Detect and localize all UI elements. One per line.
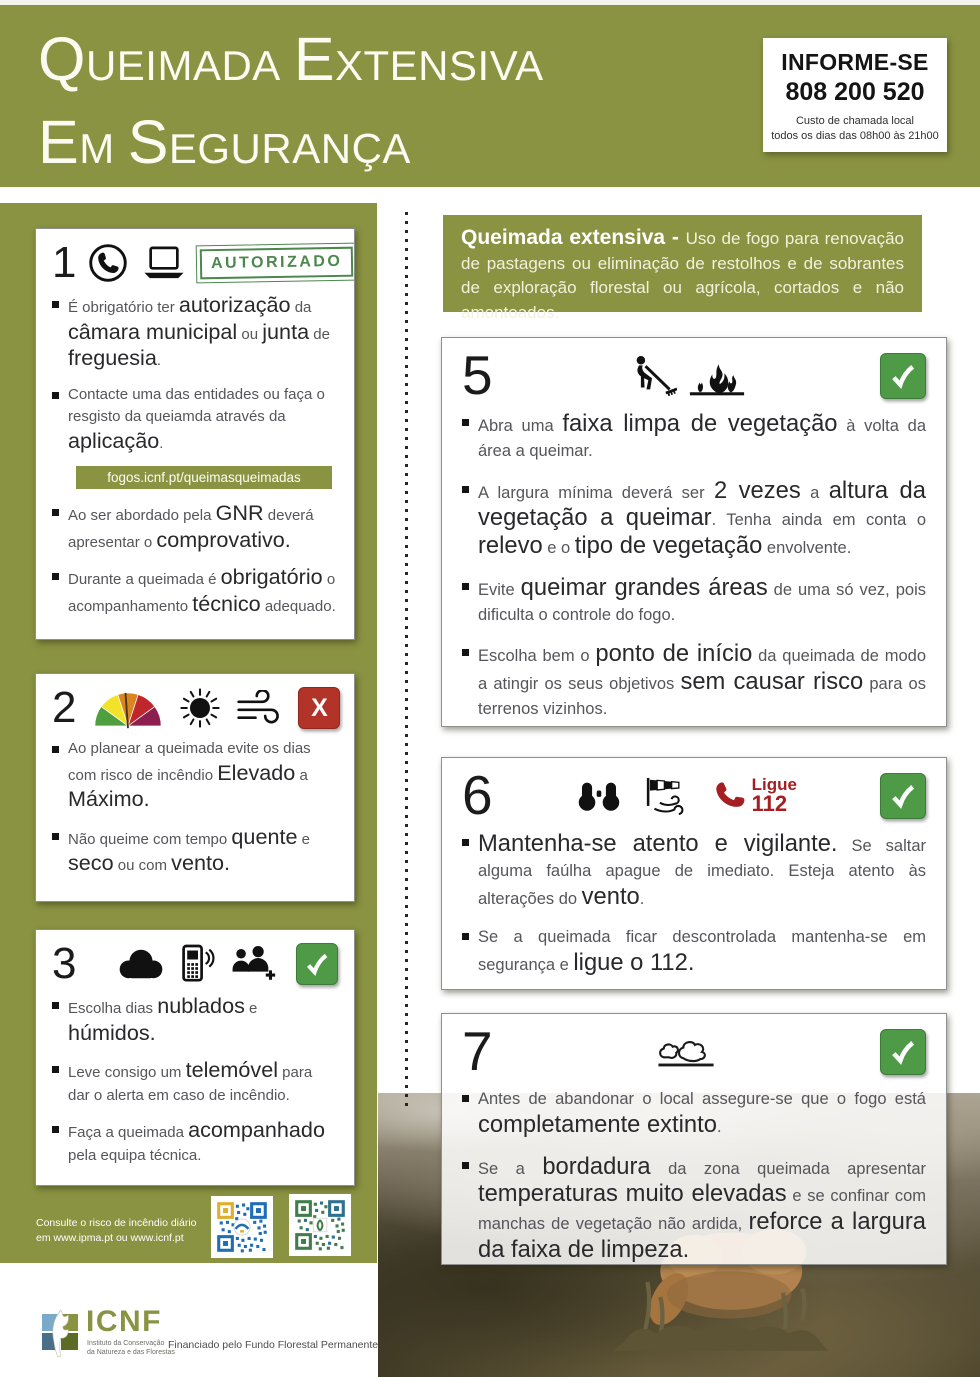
daily-risk-note bbox=[36, 1216, 211, 1246]
bullet-marker bbox=[462, 419, 469, 426]
step-3-number: 3 bbox=[52, 939, 77, 988]
bullet-marker bbox=[52, 573, 59, 580]
step-6-number: 6 bbox=[462, 764, 493, 826]
phone-circle-icon bbox=[88, 243, 128, 283]
mobile-phone-icon bbox=[180, 944, 216, 984]
fire-risk-gauge-icon bbox=[92, 687, 164, 729]
app-url-banner: fogos.icnf.pt/queimasqueimadas bbox=[76, 466, 332, 489]
bullet-marker bbox=[52, 509, 59, 516]
informese-note-line2: todos os dias das 08h00 às 21h00 bbox=[771, 129, 939, 142]
page-title bbox=[38, 26, 557, 192]
step-5-number: 5 bbox=[462, 344, 493, 406]
bullet-marker bbox=[52, 1002, 59, 1009]
informese-heading: INFORME-SE bbox=[781, 49, 929, 75]
laptop-icon bbox=[140, 245, 188, 281]
icnf-qr-code bbox=[289, 1194, 351, 1256]
bullet-marker bbox=[462, 649, 469, 656]
top-margin-line bbox=[0, 0, 980, 5]
step-2-bullet-2: Não queime com tempo quente e seco ou com vento. bbox=[52, 825, 338, 878]
bullet-marker bbox=[462, 1162, 469, 1169]
step-5-bullet-4: Escolha bem o ponto de início da queimada de modo a atingir os seus objetivos sem causar risco para os terrenos vizinhos. bbox=[462, 641, 926, 721]
definition-text: Queimada extensiva - Uso de fogo para renovação de pastagens ou eliminação de restolhos e de sobrantes de exploração florestal ou agrícola, cortados e não amontoados. bbox=[461, 226, 904, 322]
step-5-bullet-2: A largura mínima deverá ser 2 vezes a altura da vegetação a queimar. Tenha ainda em conta o relevo e o tipo de vegetação envolvente. bbox=[462, 478, 926, 561]
call-label-112: 112 bbox=[751, 790, 788, 816]
authorized-stamp: AUTORIZADO bbox=[200, 247, 354, 280]
check-icon bbox=[296, 943, 338, 985]
bullet-marker bbox=[462, 486, 469, 493]
informese-box bbox=[763, 38, 947, 152]
people-team-icon bbox=[230, 945, 276, 983]
ipma-qr-code bbox=[211, 1196, 273, 1258]
bullet-marker bbox=[52, 1066, 59, 1073]
controlled-fire-icon bbox=[689, 355, 745, 397]
binoculars-icon bbox=[576, 780, 622, 812]
sun-icon bbox=[180, 688, 220, 728]
step-2-card bbox=[35, 673, 355, 902]
step-7-bullet-1: Antes de abandonar o local assegure-se que o fogo está completamente extinto. bbox=[462, 1087, 926, 1140]
bullet-marker bbox=[462, 583, 469, 590]
cloud-icon bbox=[116, 948, 166, 980]
bullet-marker bbox=[52, 301, 59, 308]
step-1-number: 1 bbox=[52, 238, 77, 287]
step-3-bullet-2: Leve consigo um telemóvel para dar o alerta em caso de incêndio. bbox=[52, 1058, 338, 1107]
title-word: QUEIMADA bbox=[38, 25, 281, 93]
step-3-bullet-3: Faça a queimada acompanhado pela equipa técnica. bbox=[52, 1118, 338, 1167]
step-3-bullet-1: Escolha dias nublados e húmidos. bbox=[52, 994, 338, 1047]
bullet-marker bbox=[52, 746, 59, 753]
bullet-marker bbox=[462, 933, 469, 940]
header-band bbox=[0, 0, 980, 187]
windsock-icon bbox=[640, 775, 696, 817]
step-7-card bbox=[441, 1013, 947, 1265]
bullet-marker bbox=[52, 833, 59, 840]
step-7-bullet-2: Se a bordadura da zona queimada apresentar temperaturas muito elevadas e se confinar com manchas de vegetação não ardida, reforce a largura da faixa de limpeza. bbox=[462, 1154, 926, 1265]
check-icon bbox=[880, 773, 926, 819]
informese-note-line1: Custo de chamada local bbox=[795, 115, 914, 127]
dotted-divider bbox=[405, 212, 408, 1108]
icnf-logo-text: ICNF bbox=[86, 1305, 162, 1338]
step-5-bullet-1: Abra uma faixa limpa de vegetação à volta da área a queimar. bbox=[462, 411, 926, 464]
title-word: EM bbox=[38, 108, 115, 176]
step-1-bullet-3: Ao ser abordado pela GNR deverá apresentar o comprovativo. bbox=[52, 501, 338, 554]
step-6-bullet-1: Mantenha-se atento e vigilante. Se saltar alguma faúlha apague de imediato. Esteja atento às alterações do vento. bbox=[462, 831, 926, 911]
call-label-ligue: Ligue bbox=[751, 774, 797, 794]
daily-risk-note-line1: Consulte o risco de incêndio diário bbox=[36, 1217, 197, 1229]
step-1-bullet-1: É obrigatório ter autorização da câmara municipal ou junta de freguesia. bbox=[52, 293, 338, 373]
icnf-logo-squares bbox=[42, 1314, 78, 1350]
cross-icon: X bbox=[298, 687, 340, 729]
bullet-marker bbox=[52, 1126, 59, 1133]
step-3-card bbox=[35, 929, 355, 1186]
step-5-bullet-3: Evite queimar grandes áreas de uma só vez, pois dificulta o controle do fogo. bbox=[462, 575, 926, 628]
icnf-logo-subtitle-line1: Instituto da Conservação bbox=[87, 1340, 165, 1347]
informese-phone-number: 808 200 520 bbox=[785, 78, 925, 106]
check-icon bbox=[880, 1029, 926, 1075]
wind-icon bbox=[236, 690, 282, 726]
title-word: EXTENSIVA bbox=[293, 25, 544, 93]
smoke-extinguished-icon bbox=[656, 1036, 716, 1068]
step-1-bullet-4: Durante a queimada é obrigatório o acompanhamento técnico adequado. bbox=[52, 565, 338, 618]
call-112-icon bbox=[714, 776, 797, 816]
funding-credit: Financiado pelo Fundo Florestal Permanente bbox=[168, 1339, 379, 1351]
step-7-number: 7 bbox=[462, 1020, 493, 1082]
step-2-number: 2 bbox=[52, 683, 77, 732]
step-6-card bbox=[441, 757, 947, 990]
title-word: SEGURANÇA bbox=[127, 108, 411, 176]
step-6-bullet-2: Se a queimada ficar descontrolada mantenha-se em segurança e ligue o 112. bbox=[462, 925, 926, 978]
bullet-marker bbox=[52, 392, 59, 399]
step-1-bullet-2: Contacte uma das entidades ou faça o resgisto da queiamda através da aplicação. bbox=[52, 384, 338, 456]
step-1-card bbox=[35, 228, 355, 640]
daily-risk-note-line2: em www.ipma.pt ou www.icnf.pt bbox=[36, 1232, 184, 1245]
step-5-card bbox=[441, 337, 947, 727]
step-2-bullet-1: Ao planear a queimada evite os dias com risco de incêndio Elevado a Máximo. bbox=[52, 738, 338, 814]
clearing-vegetation-icon bbox=[627, 354, 677, 397]
check-icon bbox=[880, 353, 926, 399]
bullet-marker bbox=[462, 839, 469, 846]
icnf-logo-subtitle-line2: da Natureza e das Florestas bbox=[87, 1349, 175, 1357]
definition-box bbox=[443, 215, 922, 322]
bullet-marker bbox=[462, 1095, 469, 1102]
icnf-leaf-icon bbox=[47, 1309, 74, 1359]
